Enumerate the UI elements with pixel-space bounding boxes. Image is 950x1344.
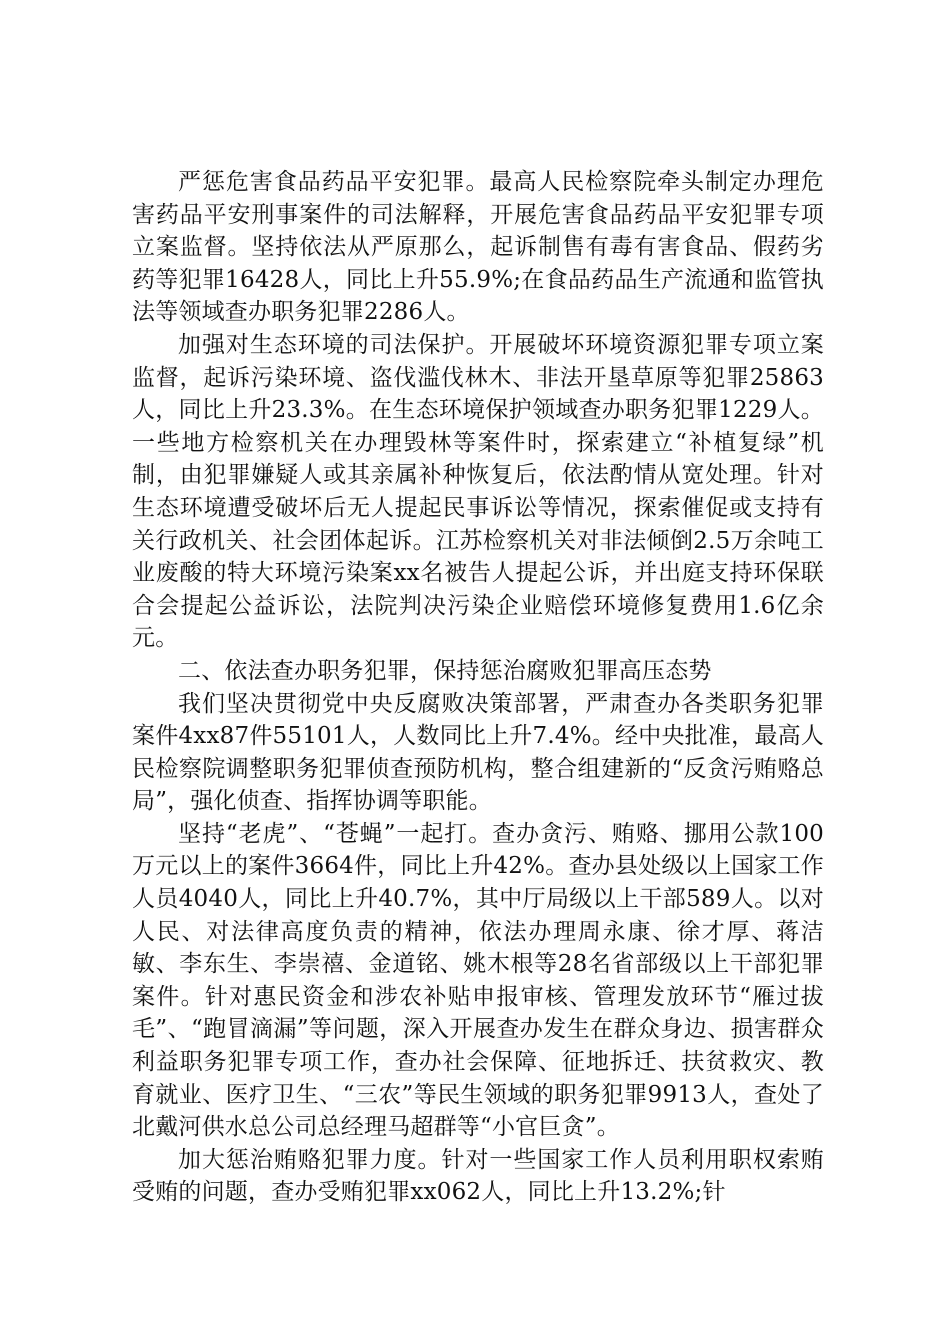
paragraph-tigers-and-flies: 坚持“老虎”、“苍蝇”一起打。查办贪污、贿赂、挪用公款100万元以上的案件3664件，同比上升42%。查办县处级以上国家工作人员4040人，同比上升40.7%，其中厅局级以上干部589人。以对人民、对法律高度负责的精神，依法办理周永康、徐才厚、蒋洁敏、李东生、李崇禧、金道铭、姚木根等28名省部级以上干部犯罪案件。针对惠民资金和涉农补贴申报审核、管理发放环节“雁过拔毛”、“跑冒滴漏”等问题，深入开展查办发生在群众身边、损害群众利益职务犯罪专项工作，查办社会保障、征地拆迁、扶贫救灾、教育就业、医疗卫生、“三农”等民生领域的职务犯罪9913人，查处了北戴河供水总公司总经理马超群等“小官巨贪”。 [132, 820, 824, 1141]
paragraph-ecological-protection: 加强对生态环境的司法保护。开展破坏环境资源犯罪专项立案监督，起诉污染环境、盗伐滥伐林木、非法开垦草原等犯罪25863人，同比上升23.3%。在生态环境保护领域查办职务犯罪1229人。一些地方检察机关在办理毁林等案件时，探索建立“补植复绿”机制，由犯罪嫌疑人或其亲属补种恢复后，依法酌情从宽处理。针对生态环境遭受破坏后无人提起民事诉讼等情况，探索催促或支持有关行政机关、社会团体起诉。江苏检察机关对非法倾倒2.5万余吨工业废酸的特大环境污染案xx名被告人提起公诉，并出庭支持环保联合会提起公益诉讼，法院判决污染企业赔偿环境修复费用1.6亿余元。 [132, 331, 824, 652]
paragraph-bribery: 加大惩治贿赂犯罪力度。针对一些国家工作人员利用职权索贿受贿的问题，查办受贿犯罪xx062人，同比上升13.2%;针 [132, 1146, 824, 1206]
section-heading: 二、依法查办职务犯罪，保持惩治腐败犯罪高压态势 [178, 657, 712, 684]
paragraph-food-drug-safety: 严惩危害食品药品平安犯罪。最高人民检察院牵头制定办理危害药品平安刑事案件的司法解释，开展危害食品药品平安犯罪专项立案监督。坚持依法从严原那么，起诉制售有毒有害食品、假药劣药等犯罪16428人，同比上升55.9%;在食品药品生产流通和监管执法等领域查办职务犯罪2286人。 [132, 169, 824, 326]
paragraph-anti-corruption: 我们坚决贯彻党中央反腐败决策部署，严肃查办各类职务犯罪案件4xx87件55101人，人数同比上升7.4%。经中央批准，最高人民检察院调整职务犯罪侦查预防机构，整合组建新的“反贪污贿赂总局”，强化侦查、指挥协调等职能。 [132, 690, 824, 815]
document-body [132, 166, 824, 1209]
